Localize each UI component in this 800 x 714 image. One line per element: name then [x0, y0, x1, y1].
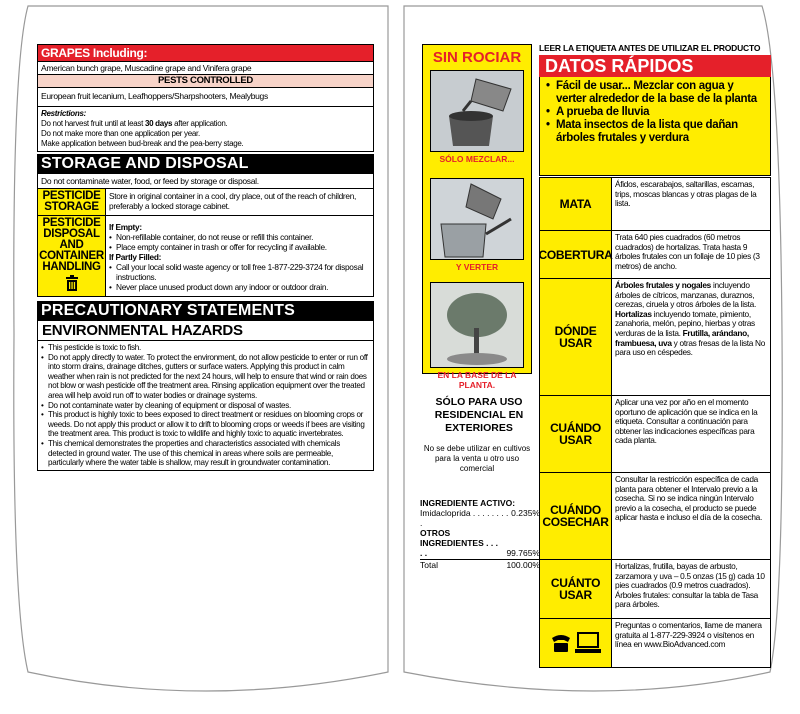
row-cuanto — [540, 560, 770, 619]
ingredient-total-row: Total 100.00% — [420, 560, 540, 570]
not-commercial-note: No se debe utilizar en cultivos para la venta u otro uso comercial — [423, 444, 531, 473]
grape-varieties: American bunch grape, Muscadine grape and Vinifera grape — [37, 62, 374, 75]
caption-mix: SÓLO MEZCLAR... — [439, 154, 515, 164]
pour-bottle-icon — [431, 71, 523, 151]
ingredient-row-2: OTROS INGREDIENTES . . . . . 99.765% — [420, 528, 540, 558]
plant-icon — [431, 283, 523, 367]
pour-illustration — [430, 178, 524, 260]
feature-2: • A prueba de lluvia — [546, 106, 764, 119]
precautionary-heading: PRECAUTIONARY STATEMENTS — [37, 301, 374, 321]
cuando-label: CUÁNDO USAR — [540, 396, 612, 472]
phone-computer-icon — [548, 630, 604, 656]
row-donde — [540, 279, 770, 396]
empty-bullet-2: • Place empty container in trash or offer for recycling if available. — [109, 242, 370, 252]
grapes-heading: GRAPES Including: — [37, 44, 374, 62]
cobertura-label: COBERTURA — [540, 231, 612, 278]
storage-intro: Do not contaminate water, food, or feed by storage or disposal. — [37, 174, 374, 189]
environmental-hazards-heading: ENVIRONMENTAL HAZARDS — [37, 321, 374, 341]
active-ingredient-heading: INGREDIENTE ACTIVO: — [420, 498, 516, 508]
row-cobertura — [540, 231, 770, 279]
features-box — [539, 77, 771, 176]
mata-text: Áfidos, escarabajos, saltarillas, escamas, trips, moscas blancas y otras plagas de la lista. — [615, 179, 757, 209]
cobertura-text: Trata 640 pies cuadrados (60 metros cuadrados) de hortalizas. Trata hasta 9 árboles frutales con un follaje de 10 pies (3 metros) de ancho. — [615, 232, 760, 271]
if-empty-label: If Empty: — [109, 222, 142, 232]
mix-illustration — [430, 70, 524, 152]
if-partly-label: If Partly Filled: — [109, 252, 162, 262]
right-label-panel — [400, 4, 792, 710]
sin-rociar-heading: SIN ROCIAR — [432, 49, 522, 66]
left-content — [37, 44, 374, 471]
contact-text: Preguntas o comentarios, llame de manera gratuita al 1-877-229-3924 o visítenos en línea en www.BioAdvanced.com — [615, 620, 762, 650]
restrictions-label: Restrictions: — [41, 109, 86, 118]
feature-3: • Mata insectos de la lista que dañan árboles frutales y verdura — [546, 119, 764, 145]
empty-bullet-1: • Non-refillable container, do not reuse or refill this container. — [109, 232, 370, 242]
caption-base: EN LA BASE DE LA PLANTA. — [437, 370, 517, 390]
ingredient-row-1: Imidacloprida . . . . . . . . . 0.235% — [420, 508, 540, 528]
watering-can-icon — [431, 179, 523, 259]
env-bullet-4: • This product is highly toxic to bees exposed to direct treatment or residues on blooming crops or weeds. Do not apply this product or allow it to drift to blooming crops or weeds if bees are visiting the treatment area. This product is toxic to wildlife and highly toxic to aquatic invertebrates. — [41, 410, 370, 439]
caption-pour: Y VERTER — [455, 262, 499, 272]
pesticide-storage-row — [37, 189, 374, 216]
donde-label: DÓNDE USAR — [540, 279, 612, 395]
left-label-panel — [4, 4, 390, 710]
feature-1: • Fácil de usar... Mezclar con agua y verter alrededor de la base de la planta — [546, 80, 764, 106]
row-contact — [540, 619, 770, 667]
row-cosechar — [540, 473, 770, 560]
pesticide-disposal-text — [106, 216, 373, 296]
cuanto-text: Hortalizas, frutilla, bayas de arbusto, zarzamora y uva – 0.5 onzas (15 g) cada 10 pies cuadrados (0.9 metros cuadrados). Árboles frutales: consultar la tabla de Tasa para árboles. — [615, 561, 765, 610]
restrictions-block — [37, 107, 374, 152]
ingredients-block — [420, 498, 540, 570]
donde-text: Árboles frutales y nogales incluyendo árboles de cítricos, manzanas, duraznos, cerezas, ciruela y otros árboles de la lista. Hortalizas incluyendo tomate, pimiento, zanahoria, melón, pepino, hierbas y otras verduras de la lista. Frutilla, arándano, frambuesa, uva y otras fresas de la lista No para uso en céspedes. — [615, 280, 766, 358]
contact-icons — [540, 619, 612, 667]
pesticide-storage-label: PESTICIDE STORAGE — [38, 189, 106, 215]
pests-controlled-heading: PESTS CONTROLLED — [37, 75, 374, 88]
pesticide-storage-text: Store in original container in a cool, dry place, out of the reach of children, preferably a locked storage cabinet. — [109, 191, 357, 211]
cuando-text: Aplicar una vez por año en el momento oportuno de aplicación que se indica en la etiqueta. Consultar a continuación para obtener las indicaciones específicas para cada planta. — [615, 397, 758, 446]
pesticide-disposal-label: PESTICIDE DISPOSAL AND CONTAINER HANDLING — [38, 216, 106, 296]
row-mata — [540, 178, 770, 231]
partly-bullet-2: • Never place unused product down any indoor or outdoor drain. — [109, 282, 370, 292]
env-bullet-2: • Do not apply directly to water. To protect the environment, do not allow pesticide to enter or run off into storm drains, drainage ditches, gutters or surface waters. Applying this product in calm weather when rain is not predicted for the next 24 hours, will help to ensure that wind or rain does not blow or wash pesticide off the treatment area. Rinsing application equipment over the treated area will help avoid run off to water bodies or drainage systems. — [41, 353, 370, 401]
quick-facts-table — [539, 177, 771, 668]
plant-base-illustration — [430, 282, 524, 368]
restriction-2: Do not make more than one application per year. — [41, 129, 200, 138]
cosechar-label: CUÁNDO COSECHAR — [540, 473, 612, 559]
env-bullet-1: • This pesticide is toxic to fish. — [41, 343, 370, 353]
restriction-3: Make application between bud-break and the pea-berry stage. — [41, 139, 244, 148]
datos-rapidos-heading: DATOS RÁPIDOS — [539, 55, 771, 77]
storage-disposal-heading: STORAGE AND DISPOSAL — [37, 154, 374, 174]
env-bullet-5: • This chemical demonstrates the properties and characteristics associated with chemicals detected in ground water. The use of this chemical in areas where soils are permeable, particularly where the water table is shallow, may result in groundwater contamination. — [41, 439, 370, 468]
environmental-hazards-text — [37, 341, 374, 471]
partly-bullet-1: • Call your local solid waste agency or toll free 1-877-229-3724 for disposal instructions. — [109, 262, 370, 282]
instruction-column — [422, 44, 532, 390]
trash-can-icon — [65, 275, 79, 291]
mata-label: MATA — [540, 178, 612, 230]
row-cuando — [540, 396, 770, 473]
residential-use-note: SÓLO PARA USO RESIDENCIAL EN EXTERIORES — [434, 396, 524, 434]
pesticide-disposal-row — [37, 216, 374, 297]
env-bullet-3: • Do not contaminate water by cleaning of equipment or disposal of wastes. — [41, 401, 370, 411]
pests-list: European fruit lecanium, Leafhoppers/Sharpshooters, Mealybugs — [37, 88, 374, 107]
cosechar-text: Consultar la restricción específica de cada planta para obtener el Intervalo previo a la cosecha. Si no se indica ningún Intervalo previo a la cosecha, el producto se puede aplicar hasta e incluso el día de la cosecha. — [615, 474, 763, 523]
cuanto-label: CUÁNTO USAR — [540, 560, 612, 618]
read-label-note: LEER LA ETIQUETA ANTES DE UTILIZAR EL PRODUCTO — [539, 43, 761, 53]
restriction-1: Do not harvest fruit until at least 30 days after application. — [41, 119, 228, 128]
